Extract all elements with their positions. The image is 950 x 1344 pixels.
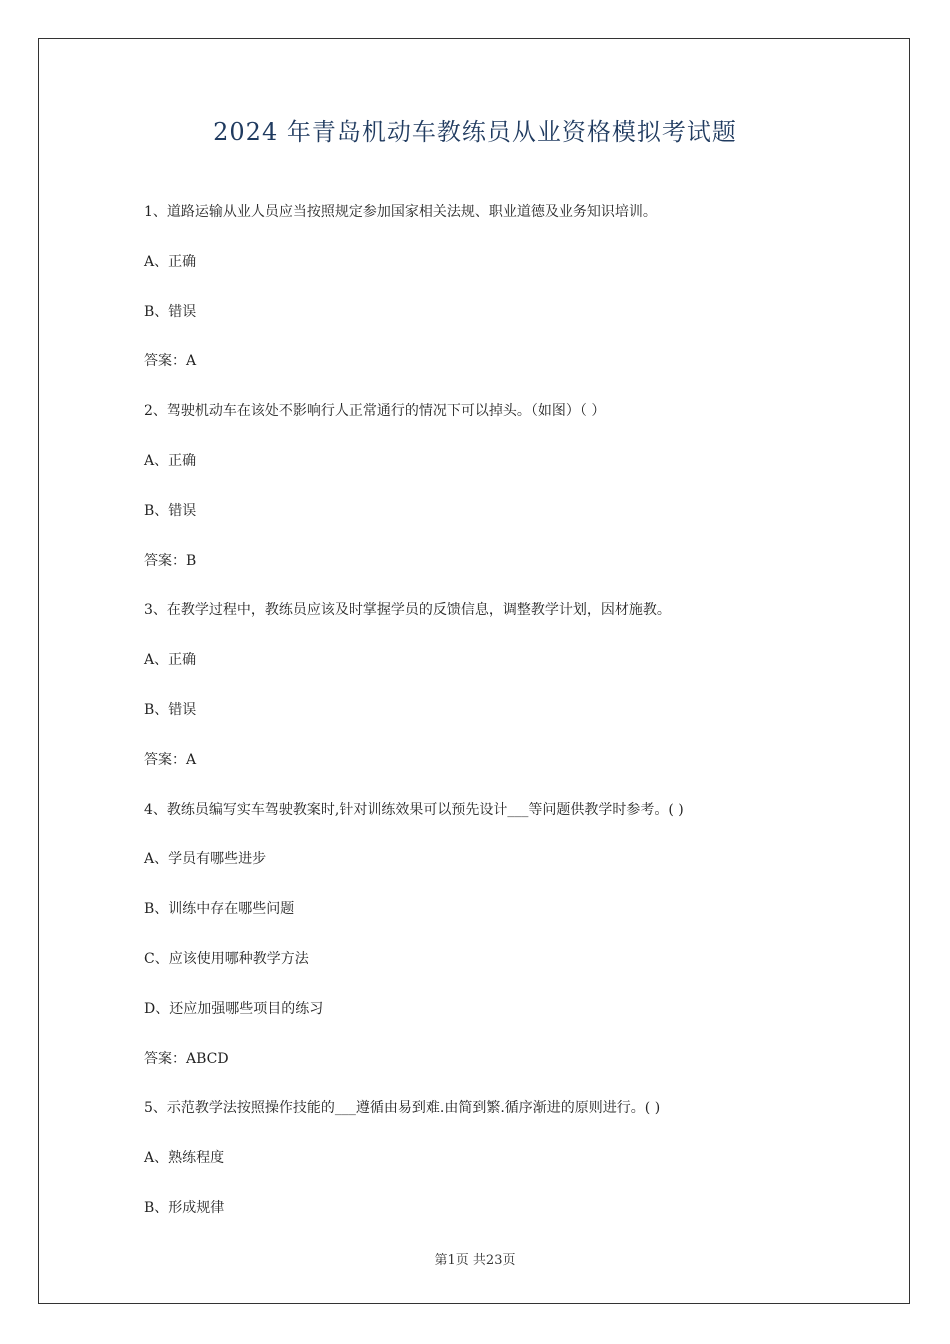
question-text: 1、道路运输从业人员应当按照规定参加国家相关法规、职业道德及业务知识培训。 [144, 204, 657, 220]
option-text: A、学员有哪些进步 [144, 851, 267, 868]
answer-text: 答案：A [144, 353, 197, 370]
option-text: A、正确 [144, 452, 197, 469]
option-text: B、错误 [144, 303, 197, 320]
question-text: 3、在教学过程中，教练员应该及时掌握学员的反馈信息，调整教学计划，因材施教。 [144, 602, 671, 619]
option-text: A、正确 [144, 253, 197, 270]
option-text: B、训练中存在哪些问题 [144, 901, 295, 918]
answer-text: 答案：A [144, 751, 197, 768]
page-footer: 第1页 共23页 [434, 1253, 516, 1268]
option-text: B、错误 [144, 502, 197, 519]
option-text: D、还应加强哪些项目的练习 [144, 1000, 324, 1017]
document-title: 2024 年青岛机动车教练员从业资格模拟考试题 [213, 118, 737, 146]
answer-text: 答案：B [144, 552, 197, 569]
option-text: B、错误 [144, 701, 197, 718]
option-text: A、正确 [144, 652, 197, 669]
question-text: 5、示范教学法按照操作技能的___遵循由易到难.由简到繁.循序渐进的原则进行。( ) [144, 1100, 661, 1117]
option-text: A、熟练程度 [144, 1150, 225, 1167]
question-text: 4、教练员编写实车驾驶教案时,针对训练效果可以预先设计___等问题供教学时参考。( ) [144, 801, 684, 818]
option-text: B、形成规律 [144, 1199, 225, 1216]
answer-text: 答案：ABCD [144, 1050, 229, 1067]
option-text: C、应该使用哪种教学方法 [144, 950, 309, 967]
question-text: 2、驾驶机动车在该处不影响行人正常通行的情况下可以掉头。（如图）（ ） [144, 403, 606, 420]
question-list [144, 202, 844, 1248]
